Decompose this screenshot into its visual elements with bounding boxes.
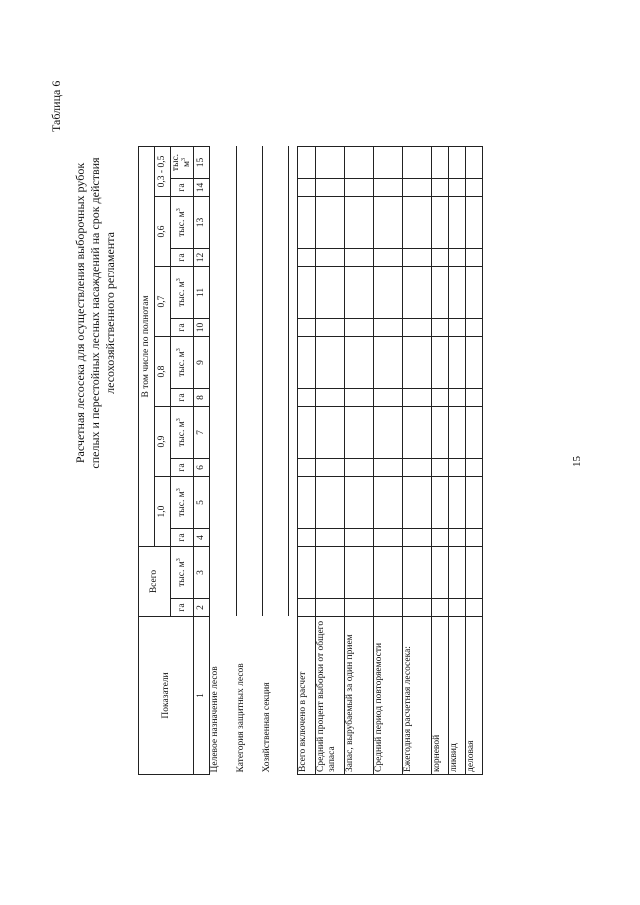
table-cell: [448, 319, 465, 337]
table-cell: [448, 459, 465, 477]
table-cell: [431, 337, 448, 389]
row-label: деловая: [465, 617, 482, 775]
table-cell: [373, 459, 402, 477]
table-cell: [373, 249, 402, 267]
row-label: Всего включено в расчет: [297, 617, 315, 775]
table-cell: [448, 179, 465, 197]
table-cell: [465, 267, 482, 319]
density-col: 0,7: [155, 267, 171, 337]
table-cell: [297, 319, 315, 337]
section-label: Целевое назначение лесов: [210, 666, 220, 773]
row-label: Ежегодная расчетная лесосека:: [402, 617, 431, 775]
table-cell: [465, 337, 482, 389]
table-cell: [431, 407, 448, 459]
table-row: [448, 147, 465, 775]
title-line-3: лесохозяйственного регламента: [103, 232, 117, 394]
title-line-2: спелых и перестойных лесных насаждений на срок действия: [88, 157, 102, 469]
table-cell: [315, 547, 344, 599]
section-row: [236, 147, 262, 775]
table-cell: [431, 459, 448, 477]
table-cell: [373, 179, 402, 197]
section-row: [210, 147, 237, 775]
table-cell: [448, 547, 465, 599]
table-cell: [297, 459, 315, 477]
table-cell: [344, 249, 373, 267]
table-cell: [315, 459, 344, 477]
table-cell: [373, 477, 402, 529]
table-cell: [402, 197, 431, 249]
column-number: 7: [194, 407, 210, 459]
density-col: 0,8: [155, 337, 171, 407]
table-cell: [344, 319, 373, 337]
table-cell: [402, 529, 431, 547]
table-cell: [297, 477, 315, 529]
table-cell: [448, 267, 465, 319]
unit-ha: га: [171, 319, 194, 337]
table-cell: [402, 407, 431, 459]
column-number: 10: [194, 319, 210, 337]
table-cell: [465, 197, 482, 249]
table-row: [431, 147, 448, 775]
table-cell: [373, 599, 402, 617]
table-cell: [344, 599, 373, 617]
table-cell: [344, 197, 373, 249]
table-cell: [315, 249, 344, 267]
column-numbers-row: [194, 147, 210, 775]
table-cell: [465, 459, 482, 477]
table-cell: [315, 337, 344, 389]
table-cell: [465, 389, 482, 407]
table-cell: [297, 529, 315, 547]
table-cell: [465, 547, 482, 599]
header-by-density: В том числе по полнотам: [139, 147, 155, 547]
row-label: Средний период повторяемости: [373, 617, 402, 775]
table-cell: [431, 319, 448, 337]
table-number: Таблица 6: [49, 80, 63, 132]
table-cell: [373, 147, 402, 179]
table-cell: [297, 599, 315, 617]
row-label: Запас, вырубаемый за один прием: [344, 617, 373, 775]
unit-volume: тыс. $м^3$: [171, 337, 194, 389]
table-row: [402, 147, 431, 775]
allowable-cut-table: [138, 146, 483, 775]
table-cell: [344, 389, 373, 407]
page-number: 15: [571, 456, 583, 467]
header-indicators: Показатели: [139, 617, 194, 775]
table-cell: [431, 389, 448, 407]
table-cell: [315, 179, 344, 197]
table-row: [344, 147, 373, 775]
table-cell: [315, 197, 344, 249]
column-number: 1: [194, 617, 210, 775]
unit-ha: га: [171, 529, 194, 547]
table-cell: [448, 337, 465, 389]
column-number: 11: [194, 267, 210, 319]
table-cell: [465, 179, 482, 197]
table-cell: [465, 599, 482, 617]
table-cell: [344, 477, 373, 529]
table-cell: [465, 147, 482, 179]
table-cell: [344, 529, 373, 547]
table-cell: [373, 319, 402, 337]
table-cell: [431, 529, 448, 547]
column-number: 5: [194, 477, 210, 529]
column-number: 12: [194, 249, 210, 267]
table-cell: [431, 267, 448, 319]
table-cell: [402, 389, 431, 407]
table-cell: [315, 267, 344, 319]
table-row: [297, 147, 315, 775]
column-number: 4: [194, 529, 210, 547]
table-cell: [448, 529, 465, 547]
table-cell: [297, 147, 315, 179]
table-cell: [344, 459, 373, 477]
table-cell: [448, 147, 465, 179]
table-cell: [315, 147, 344, 179]
density-col: 1,0: [155, 477, 171, 547]
table-cell: [344, 147, 373, 179]
section-underline: [236, 147, 262, 617]
column-number: 6: [194, 459, 210, 477]
table-cell: [297, 547, 315, 599]
section-label: Категория защитных лесов: [236, 663, 246, 773]
table-cell: [297, 179, 315, 197]
table-cell: [373, 197, 402, 249]
table-cell: [402, 147, 431, 179]
table-cell: [465, 477, 482, 529]
unit-volume: тыс. $м^3$: [171, 197, 194, 249]
table-cell: [402, 319, 431, 337]
table-cell: [373, 529, 402, 547]
table-cell: [431, 179, 448, 197]
section-row: [262, 147, 288, 775]
density-col: 0,3 - 0,5: [155, 147, 171, 197]
unit-ha: га: [171, 599, 194, 617]
table-row: [373, 147, 402, 775]
column-number: 13: [194, 197, 210, 249]
table-cell: [402, 249, 431, 267]
table-cell: [431, 477, 448, 529]
table-cell: [402, 179, 431, 197]
table-cell: [431, 547, 448, 599]
table-row: [465, 147, 482, 775]
column-number: 3: [194, 547, 210, 599]
unit-volume: тыс. $м^3$: [171, 267, 194, 319]
table-cell: [402, 599, 431, 617]
section-label: Хозяйственная секция: [262, 682, 272, 773]
table-cell: [315, 319, 344, 337]
table-cell: [344, 267, 373, 319]
unit-ha: га: [171, 179, 194, 197]
table-cell: [297, 267, 315, 319]
column-number: 9: [194, 337, 210, 389]
table-cell: [344, 179, 373, 197]
table-cell: [315, 477, 344, 529]
table-cell: [448, 477, 465, 529]
section-underline: [262, 147, 288, 617]
unit-ha: га: [171, 389, 194, 407]
unit-ha: га: [171, 249, 194, 267]
table-cell: [465, 407, 482, 459]
table-cell: [465, 319, 482, 337]
table-cell: [431, 249, 448, 267]
unit-volume: тыс. $м^3$: [171, 407, 194, 459]
table-cell: [402, 459, 431, 477]
unit-volume: тыс. $м^3$: [171, 147, 194, 179]
table-cell: [344, 407, 373, 459]
table-cell: [315, 599, 344, 617]
unit-volume: тыс. $м^3$: [171, 477, 194, 529]
header-total: Всего: [139, 547, 171, 617]
table-cell: [465, 249, 482, 267]
table-cell: [448, 249, 465, 267]
table-cell: [402, 477, 431, 529]
unit-ha: га: [171, 459, 194, 477]
table-cell: [297, 249, 315, 267]
table-cell: [297, 337, 315, 389]
table-cell: [373, 547, 402, 599]
table-cell: [431, 197, 448, 249]
row-label: Средний процент выборки от общего запаса: [315, 617, 344, 775]
table-cell: [297, 197, 315, 249]
table-cell: [465, 529, 482, 547]
table-cell: [431, 147, 448, 179]
table-cell: [373, 389, 402, 407]
table-cell: [402, 337, 431, 389]
table-cell: [373, 267, 402, 319]
table-cell: [344, 547, 373, 599]
table-cell: [315, 529, 344, 547]
unit-volume: тыс. $м^3$: [171, 547, 194, 599]
row-label: ликвид: [448, 617, 465, 775]
section-underline: [210, 147, 237, 617]
table-cell: [402, 267, 431, 319]
column-number: 8: [194, 389, 210, 407]
table-cell: [448, 599, 465, 617]
column-number: 14: [194, 179, 210, 197]
table-cell: [297, 407, 315, 459]
table-cell: [373, 337, 402, 389]
title-line-1: Расчетная лесосека для осуществления выборочных рубок: [73, 162, 87, 464]
column-number: 2: [194, 599, 210, 617]
table-cell: [315, 407, 344, 459]
table-cell: [373, 407, 402, 459]
density-col: 0,6: [155, 197, 171, 267]
table-cell: [448, 197, 465, 249]
row-label: корневой: [431, 617, 448, 775]
table-cell: [448, 407, 465, 459]
density-col: 0,9: [155, 407, 171, 477]
table-cell: [344, 337, 373, 389]
table-cell: [448, 389, 465, 407]
table-cell: [431, 599, 448, 617]
table-row: [315, 147, 344, 775]
column-number: 15: [194, 147, 210, 179]
table-cell: [315, 389, 344, 407]
table-cell: [402, 547, 431, 599]
table-cell: [297, 389, 315, 407]
